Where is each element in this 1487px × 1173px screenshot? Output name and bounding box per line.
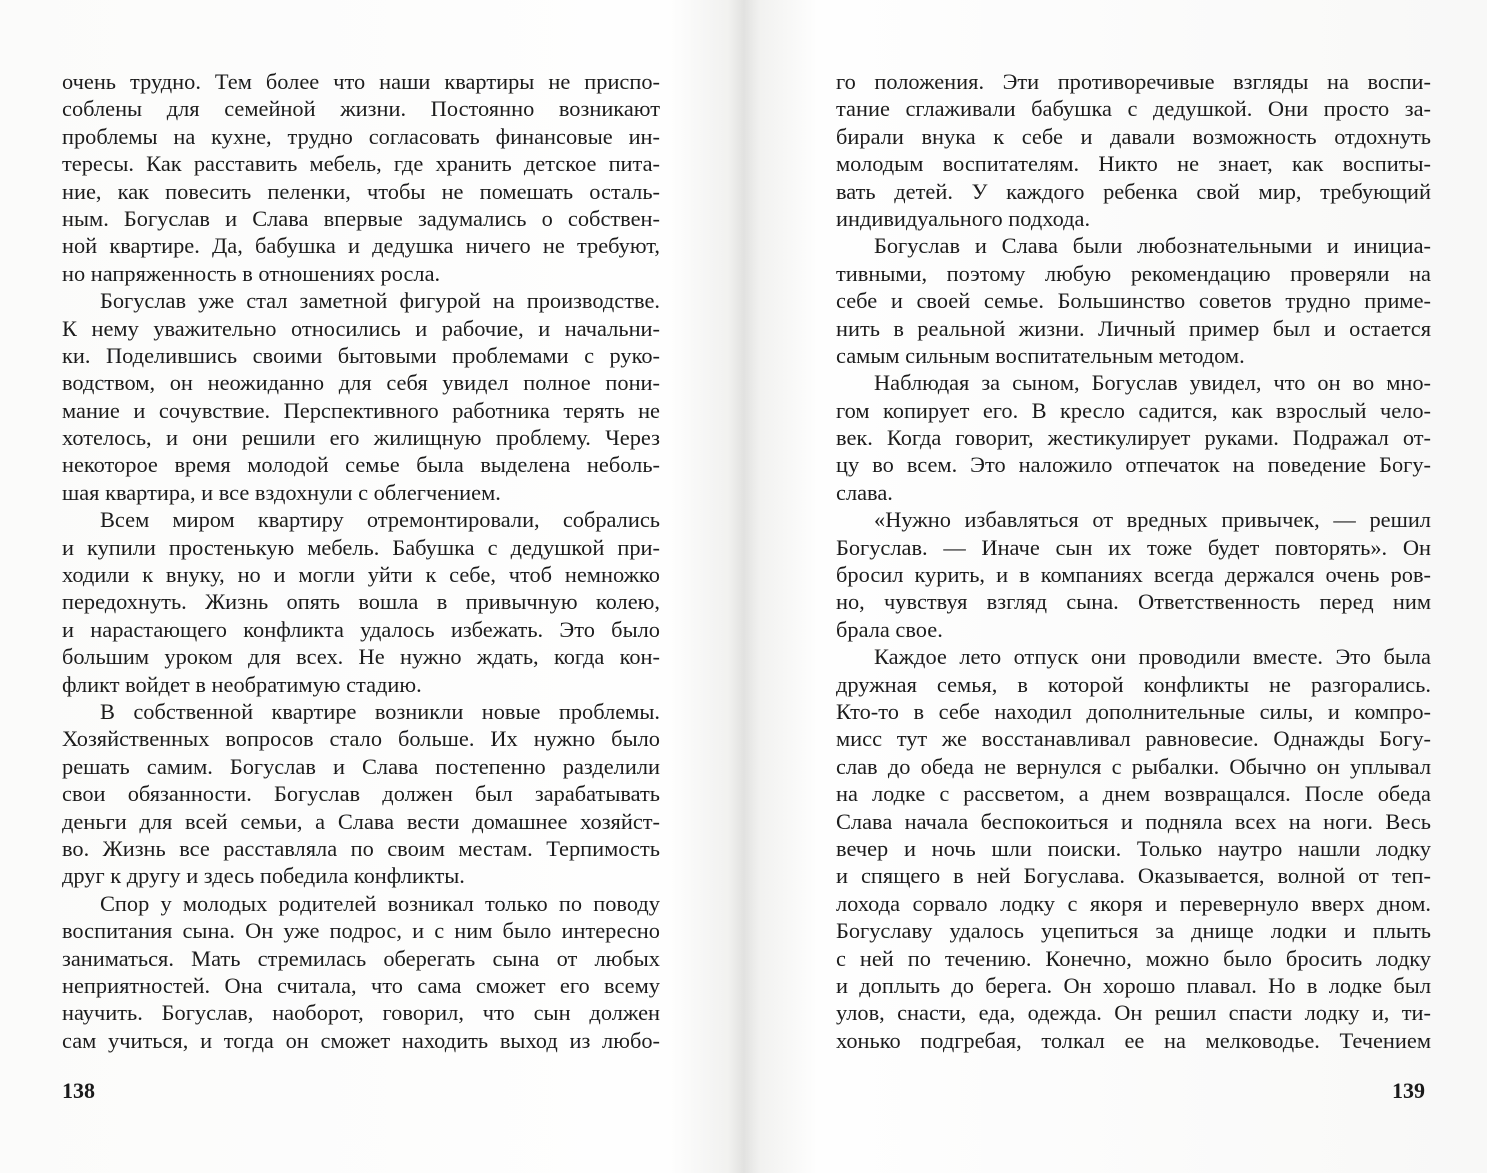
- text-line: дружная семья, в которой конфликты не разгорались.: [836, 671, 1431, 697]
- text-line: улов, снасти, еда, одежда. Он решил спасти лодку и, ти-: [836, 1000, 1431, 1026]
- text-line: бросил курить, и в компаниях всегда держался очень ров-: [836, 562, 1431, 588]
- text-line: лохода сорвало лодку с якоря и перевернуло вверх дном.: [836, 890, 1431, 916]
- text-line: век. Когда говорит, жестикулирует руками. Подражал от-: [836, 425, 1431, 451]
- text-line: самым сильным воспитательным методом.: [836, 342, 1245, 368]
- text-line: индивидуального подхода.: [836, 205, 1091, 231]
- text-line: себе и своей семье. Большинство советов трудно приме-: [836, 288, 1431, 314]
- text-line: вать детей. У каждого ребенка свой мир, требующий: [836, 178, 1431, 204]
- text-line: решать самим. Богуслав и Слава постепенно разделили: [62, 753, 660, 779]
- text-line: друг к другу и здесь победила конфликты.: [62, 863, 465, 889]
- text-line: но напряженность в отношениях росла.: [62, 260, 441, 286]
- text-line: очень трудно. Тем более что наши квартиры не приспо-: [62, 69, 660, 94]
- text-line: слава.: [836, 479, 893, 505]
- right-page: [744, 0, 1487, 1173]
- text-line: свои обязанности. Богуслав должен был зарабатывать: [62, 781, 660, 807]
- text-line: В собственной квартире возникли новые проблемы.: [100, 698, 660, 724]
- text-line: сам учиться, и тогда он сможет находить выход из любо-: [62, 1027, 660, 1053]
- text-line: шая квартира, и все вздохнули с облегчением.: [62, 479, 501, 505]
- text-line: Всем миром квартиру отремонтировали, собрались: [100, 507, 660, 533]
- text-line: и купили простенькую мебель. Бабушка с дедушкой при-: [62, 534, 660, 560]
- text-line: тивными, поэтому любую рекомендацию проверяли на: [836, 260, 1431, 286]
- text-line: брала свое.: [836, 616, 943, 642]
- text-line: фликт войдет в необратимую стадию.: [62, 671, 422, 697]
- text-line: и спящего в ней Богуслава. Оказывается, волной от теп-: [836, 863, 1431, 889]
- text-line: «Нужно избавляться от вредных привычек, — решил: [874, 507, 1431, 533]
- text-line: Богуслав и Слава были любознательными и инициа-: [874, 233, 1431, 259]
- text-line: и доплыть до берега. Он хорошо плавал. Но в лодке был: [836, 972, 1431, 998]
- text-line: воспитания сына. Он уже подрос, и с ним было интересно: [62, 918, 660, 944]
- text-line: нить в реальной жизни. Личный пример был и остается: [836, 315, 1431, 341]
- text-line: деньги для всей семьи, а Слава вести домашнее хозяйст-: [62, 808, 660, 834]
- text-line: Хозяйственных вопросов стало больше. Их нужно было: [62, 726, 660, 752]
- text-line: Слава начала беспокоиться и подняла всех на ноги. Весь: [836, 808, 1431, 834]
- text-line: мание и сочувствие. Перспективного работника терять не: [62, 397, 660, 423]
- text-line: с ней по течению. Конечно, можно было бросить лодку: [836, 945, 1431, 971]
- text-line: большим уроком для всех. Не нужно ждать, когда кон-: [62, 644, 660, 670]
- text-line: Каждое лето отпуск они проводили вместе. Это была: [874, 644, 1431, 670]
- text-line: тание сглаживали бабушка с дедушкой. Они просто за-: [836, 96, 1431, 122]
- text-line: ным. Богуслав и Слава впервые задумались о собствен-: [62, 205, 660, 231]
- text-line: слав до обеда не вернулся с рыбалки. Обычно он уплывал: [836, 753, 1431, 779]
- text-line: но, чувствуя взгляд сына. Ответственность перед ним: [836, 589, 1431, 615]
- text-line: и нарастающего конфликта удалось избежать. Это было: [62, 616, 660, 642]
- text-line: на лодке с рассветом, а днем возвращался. После обеда: [836, 781, 1431, 807]
- text-line: Богуслав уже стал заметной фигурой на производстве.: [100, 288, 660, 314]
- text-line: проблемы на кухне, трудно согласовать финансовые ин-: [62, 123, 660, 149]
- text-line: ки. Поделившись своими бытовыми проблемами с руко-: [62, 342, 660, 368]
- text-line: хонько подгребая, толкал ее на мелководье. Течением: [836, 1027, 1431, 1053]
- text-line: Богуслав. — Иначе сын их тоже будет повторять». Он: [836, 534, 1431, 560]
- text-line: некоторое время молодой семье была выделена неболь-: [62, 452, 660, 478]
- text-line: цу во всем. Это наложило отпечаток на поведение Богу-: [836, 452, 1431, 478]
- left-page-text: [62, 68, 660, 1054]
- right-page-number: 139: [1392, 1078, 1425, 1103]
- text-line: хотелось, и они решили его жилищную проблему. Через: [62, 425, 660, 451]
- text-line: научить. Богуслав, наоборот, говорил, что сын должен: [62, 1000, 660, 1026]
- text-line: ние, как повесить пеленки, чтобы не помешать осталь-: [62, 178, 660, 204]
- text-line: во. Жизнь все расставляла по своим местам. Терпимость: [62, 835, 660, 861]
- text-line: Спор у молодых родителей возникал только по поводу: [100, 890, 660, 916]
- right-page-text: [836, 68, 1431, 1054]
- text-line: водством, он неожиданно для себя увидел полное пони-: [62, 370, 660, 396]
- text-line: вечер и ночь шли поиски. Только наутро нашли лодку: [836, 835, 1431, 861]
- text-line: тересы. Как расставить мебель, где хранить детское пита-: [62, 151, 660, 177]
- text-line: го положения. Эти противоречивые взгляды на воспи-: [836, 69, 1431, 94]
- text-line: заниматься. Мать стремилась оберегать сына от любых: [62, 945, 660, 971]
- text-line: К нему уважительно относились и рабочие, и начальни-: [62, 315, 660, 341]
- text-line: Наблюдая за сыном, Богуслав увидел, что он во мно-: [874, 370, 1431, 396]
- text-line: передохнуть. Жизнь опять вошла в привычную колею,: [62, 589, 660, 615]
- left-page-number: 138: [62, 1078, 95, 1103]
- text-line: гом копирует его. В кресло садится, как взрослый чело-: [836, 397, 1431, 423]
- text-line: ходили к внуку, но и могли уйти к себе, чтоб немножко: [62, 562, 660, 588]
- text-line: Кто-то в себе находил дополнительные силы, и компро-: [836, 698, 1431, 724]
- text-line: ной квартире. Да, бабушка и дедушка ничего не требуют,: [62, 233, 660, 259]
- text-line: молодым воспитателям. Никто не знает, как воспиты-: [836, 151, 1431, 177]
- text-line: мисс тут же восстанавливал равновесие. Однажды Богу-: [836, 726, 1431, 752]
- text-line: соблены для семейной жизни. Постоянно возникают: [62, 96, 660, 122]
- text-line: бирали внука к себе и давали возможность отдохнуть: [836, 123, 1431, 149]
- text-line: Богуславу удалось уцепиться за днище лодки и плыть: [836, 918, 1431, 944]
- text-line: неприятностей. Она считала, что сама сможет его всему: [62, 972, 660, 998]
